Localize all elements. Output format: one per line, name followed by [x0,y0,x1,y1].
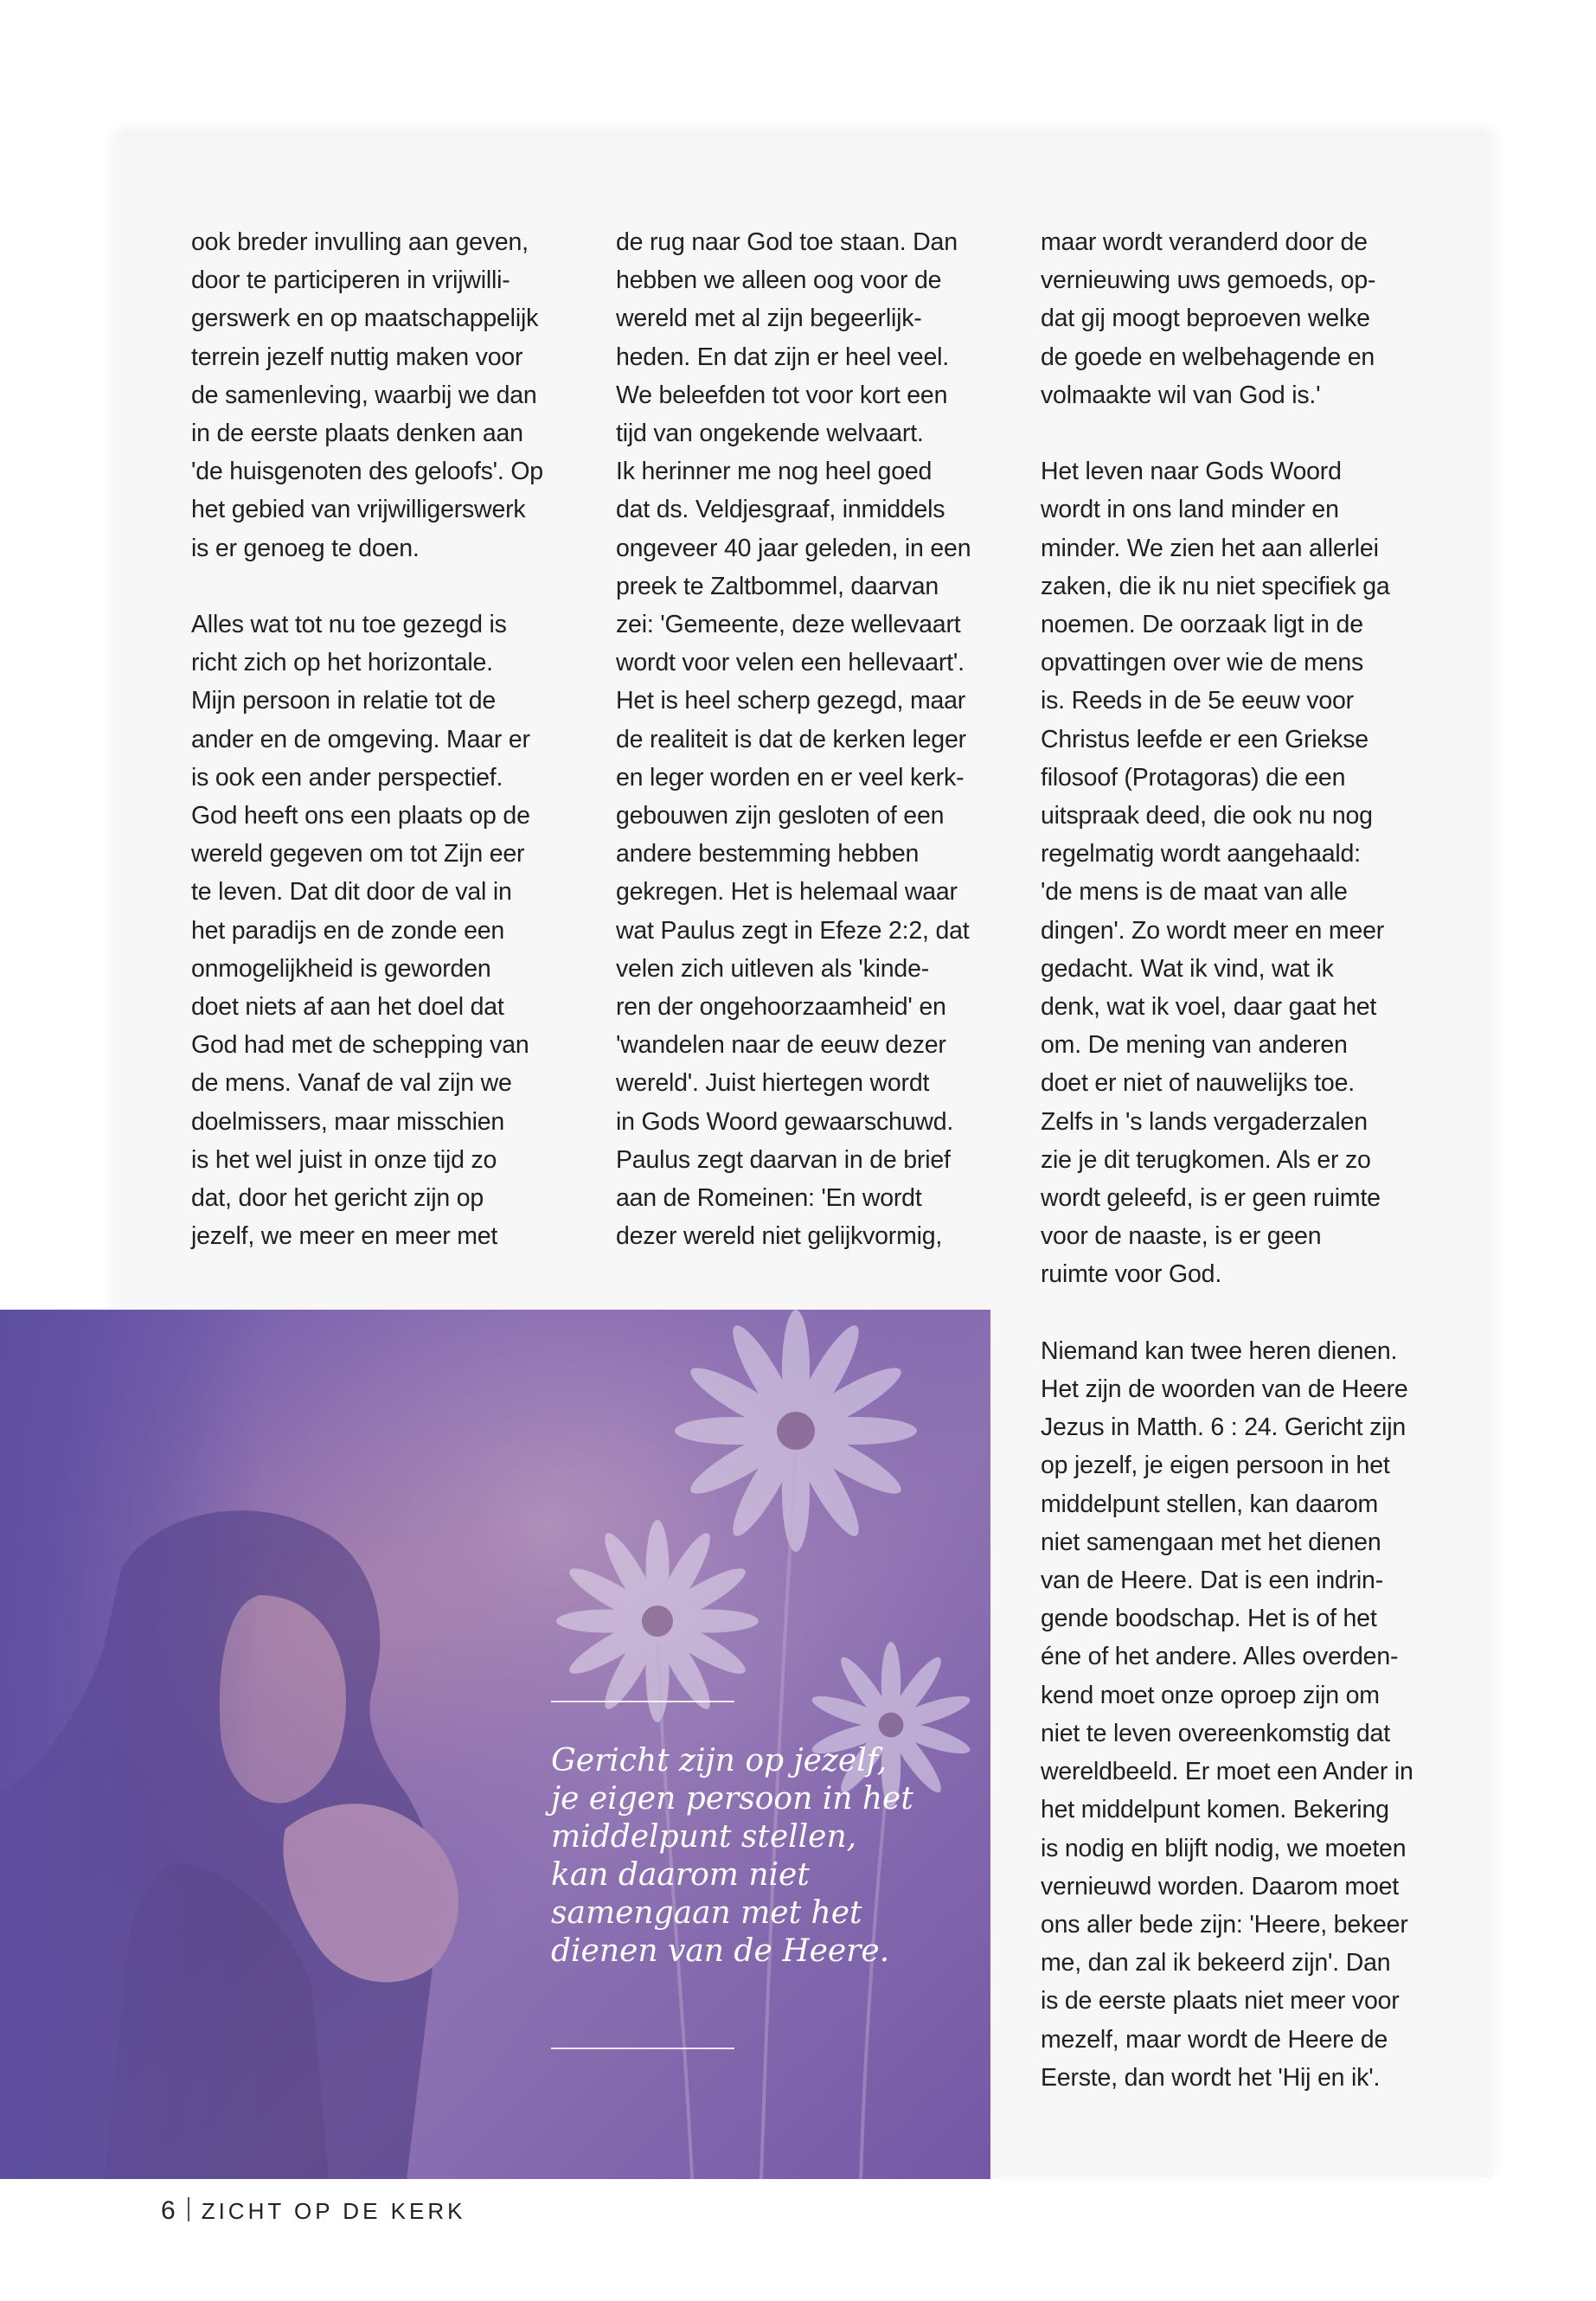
pull-quote [551,1742,949,1971]
text-line: ons aller bede zijn: 'Heere, bekeer [1041,1910,1408,1939]
text-line: doet niets af aan het doel dat [191,993,504,1022]
magazine-name: ZICHT OP DE KERK [201,2198,466,2224]
text-line: om. De mening van anderen [1041,1031,1348,1060]
text-line: is de eerste plaats niet meer voor [1041,1987,1400,2016]
text-line: wereld met al zijn begeerlijk- [616,304,922,333]
text-line: is nodig en blijft nodig, we moeten [1041,1834,1407,1862]
text-line: wordt geleefd, is er geen ruimte [1041,1184,1381,1213]
quote-line: Gericht zijn op jezelf, [551,1743,888,1779]
text-line: uitspraak deed, die ook nu nog [1041,802,1373,830]
text-line: het gebied van vrijwilligerswerk [191,496,526,524]
text-line: ren der ongehoorzaamheid' en [616,993,946,1022]
text-line: 'wandelen naar de eeuw dezer [616,1031,946,1060]
text-line: wat Paulus zegt in Efeze 2:2, dat [616,916,970,945]
text-line: vernieuwd worden. Daarom moet [1041,1872,1399,1900]
text-line: dat gij moogt beproeven welke [1041,304,1370,333]
text-line: middelpunt stellen, kan daarom [1041,1490,1379,1518]
text-line: heden. En dat zijn er heel veel. [616,343,949,371]
page-number: 6 [161,2196,176,2225]
quote-line: middelpunt stellen, [551,1819,857,1855]
text-line: gebouwen zijn gesloten of een [616,802,945,830]
text-line: preek te Zaltbommel, daarvan [616,572,939,600]
text-line [1041,1294,1413,1332]
text-line: Het leven naar Gods Woord [1041,458,1342,486]
text-line: gerswerk en op maatschappelijk [191,304,539,333]
text-line: We beleefden tot voor kort een [616,381,948,409]
text-line: filosoof (Protagoras) die een [1041,763,1346,792]
article-column-1 [191,223,543,1255]
text-line: in de eerste plaats denken aan [191,420,523,448]
text-line: het middelpunt komen. Bekering [1041,1796,1389,1824]
text-line: terrein jezelf nuttig maken voor [191,343,523,371]
quote-line: samengaan met het [551,1895,862,1931]
text-line: onmogelijkheid is geworden [191,954,491,983]
text-line: Mijn persoon in relatie tot de [191,687,497,715]
article-column-2 [616,223,971,1255]
text-line: kend moet onze oproep zijn om [1041,1681,1380,1709]
text-line: ruimte voor God. [1041,1260,1222,1289]
quote-rule-top [551,1701,734,1702]
quote-rule-bottom [551,2048,734,2049]
text-line: is ook een ander perspectief. [191,763,503,792]
text-line: velen zich uitleven als 'kinde- [616,954,930,983]
text-line: de rug naar God toe staan. Dan [616,228,958,256]
text-line: vernieuwing uws gemoeds, op- [1041,266,1376,295]
text-line: de realiteit is dat de kerken leger [616,725,966,753]
text-line: ander en de omgeving. Maar er [191,725,530,753]
text-line: de goede en welbehagende en [1041,343,1375,371]
text-line: andere bestemming hebben [616,840,920,868]
text-line: gekregen. Het is helemaal waar [616,878,958,907]
text-line: ongeveer 40 jaar geleden, in een [616,534,971,562]
text-line: niet samengaan met het dienen [1041,1528,1381,1556]
text-line: Eerste, dan wordt het 'Hij en ik'. [1041,2063,1381,2092]
footer-separator [188,2197,189,2221]
text-line: doet er niet of nauwelijks toe. [1041,1069,1355,1098]
text-line: Alles wat tot nu toe gezegd is [191,611,507,639]
text-line: zei: 'Gemeente, deze wellevaart [616,611,961,639]
text-line: Zelfs in 's lands vergaderzalen [1041,1107,1368,1136]
text-line: dat ds. Veldjesgraaf, inmiddels [616,496,945,524]
text-line: wereldbeeld. Er moet een Ander in [1041,1758,1413,1786]
text-line: in Gods Woord gewaarschuwd. [616,1107,954,1136]
text-line: noemen. De oorzaak ligt in de [1041,611,1363,639]
text-line: God heeft ons een plaats op de [191,802,530,830]
text-line: me, dan zal ik bekeerd zijn'. Dan [1041,1949,1391,1977]
text-line: van de Heere. Dat is een indrin- [1041,1567,1383,1595]
article-column-3 [1041,223,1413,2097]
text-line: Het is heel scherp gezegd, maar [616,687,966,715]
text-line: Ik herinner me nog heel goed [616,458,933,486]
text-line: volmaakte wil van God is.' [1041,381,1321,409]
text-line: gende boodschap. Het is of het [1041,1605,1377,1633]
text-line [191,567,543,606]
text-line: Jezus in Matth. 6 : 24. Gericht zijn [1041,1413,1407,1442]
quote-line: kan daarom niet [551,1857,810,1893]
text-line: doelmissers, maar misschien [191,1107,505,1136]
text-line: op jezelf, je eigen persoon in het [1041,1452,1390,1480]
quote-line: dienen van de Heere. [551,1933,890,1969]
page-footer [161,2196,465,2226]
text-line: de samenleving, waarbij we dan [191,381,537,409]
text-line: wereld'. Juist hiertegen wordt [616,1069,930,1098]
text-line: tijd van ongekende welvaart. [616,420,924,448]
text-line: dezer wereld niet gelijkvormig, [616,1222,943,1251]
text-line: Niemand kan twee heren dienen. [1041,1336,1398,1365]
text-line: Christus leefde er een Griekse [1041,725,1368,753]
text-line: wereld gegeven om tot Zijn eer [191,840,525,868]
praying-girl-photo [0,1310,990,2179]
text-line: te leven. Dat dit door de val in [191,878,512,907]
text-line: 'de huisgenoten des geloofs'. Op [191,458,543,486]
text-line: jezelf, we meer en meer met [191,1222,498,1251]
text-line: denk, wat ik voel, daar gaat het [1041,993,1377,1022]
text-line: mezelf, maar wordt de Heere de [1041,2025,1388,2054]
text-line: hebben we alleen oog voor de [616,266,942,295]
text-line: God had met de schepping van [191,1031,529,1060]
text-line [1041,414,1413,452]
text-line: richt zich op het horizontale. [191,649,493,677]
text-line: voor de naaste, is er geen [1041,1222,1322,1251]
text-line: regelmatig wordt aangehaald: [1041,840,1361,868]
text-line: dingen'. Zo wordt meer en meer [1041,916,1385,945]
text-line: maar wordt veranderd door de [1041,228,1368,256]
text-line: zaken, die ik nu niet specifiek ga [1041,572,1390,600]
text-line: éne of het andere. Alles overden- [1041,1643,1399,1671]
text-line: het paradijs en de zonde een [191,916,505,945]
text-line: ook breder invulling aan geven, [191,228,529,256]
text-line: zie je dit terugkomen. Als er zo [1041,1145,1371,1174]
text-line: is er genoeg te doen. [191,534,420,562]
text-line: opvattingen over wie de mens [1041,649,1364,677]
text-line: en leger worden en er veel kerk- [616,763,965,792]
text-line: door te participeren in vrijwilli- [191,266,510,295]
text-line: is het wel juist in onze tijd zo [191,1145,497,1174]
text-line: wordt in ons land minder en [1041,496,1339,524]
text-line: aan de Romeinen: 'En wordt [616,1184,922,1213]
text-line: 'de mens is de maat van alle [1041,878,1348,907]
text-line: gedacht. Wat ik vind, wat ik [1041,954,1334,983]
text-line: dat, door het gericht zijn op [191,1184,484,1213]
text-line: minder. We zien het aan allerlei [1041,534,1379,562]
text-line: is. Reeds in de 5e eeuw voor [1041,687,1354,715]
text-line: wordt voor velen een hellevaart'. [616,649,965,677]
text-line: Paulus zegt daarvan in de brief [616,1145,951,1174]
quote-line: je eigen persoon in het [551,1781,913,1817]
text-line: niet te leven overeenkomstig dat [1041,1719,1390,1747]
text-line: Het zijn de woorden van de Heere [1041,1375,1408,1404]
text-line: de mens. Vanaf de val zijn we [191,1069,512,1098]
